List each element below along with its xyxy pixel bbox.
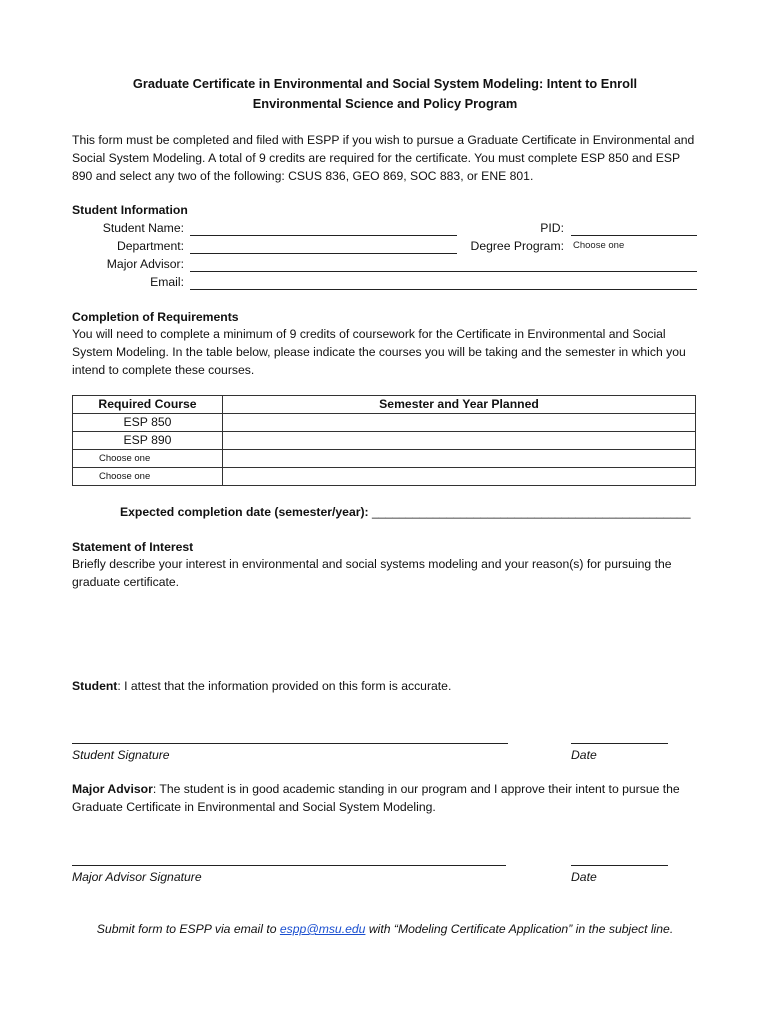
major-advisor-field[interactable] — [192, 256, 696, 271]
department-field[interactable] — [192, 238, 456, 253]
requirements-heading: Completion of Requirements — [72, 310, 239, 324]
semester-cell[interactable] — [223, 432, 696, 450]
semester-cell[interactable] — [223, 468, 696, 486]
course-select[interactable]: Choose one — [73, 468, 223, 486]
course-cell: ESP 850 — [73, 414, 223, 432]
advisor-attest — [72, 780, 702, 816]
student-name-field[interactable] — [192, 220, 456, 235]
advisor-signature-line[interactable] — [72, 865, 506, 866]
course-select[interactable]: Choose one — [73, 450, 223, 468]
intro-paragraph: This form must be completed and filed with ESPP if you wish to pursue a Graduate Certificate in Environmental and Social System Modeling. A total of 9 credits are required for the certificate. You must complete ESP 850 and ESP 890 and select any two of the following: CSUS 836, GEO 869, SOC 883, or ENE 801. — [72, 133, 695, 183]
pid-underline — [571, 235, 697, 236]
table-row — [73, 414, 696, 432]
col-semester-year: Semester and Year Planned — [223, 396, 696, 414]
student-name-label: Student Name: — [102, 221, 184, 235]
email-underline — [190, 289, 697, 290]
degree-program-label: Degree Program: — [470, 239, 564, 253]
col-required-course: Required Course — [73, 396, 223, 414]
pid-field[interactable] — [573, 220, 695, 235]
submit-instructions — [0, 920, 770, 938]
table-row — [73, 468, 696, 486]
student-date-label: Date — [571, 748, 597, 762]
course-cell: ESP 890 — [73, 432, 223, 450]
student-attest — [72, 677, 702, 695]
advisor-role: Major Advisor — [72, 782, 153, 796]
semester-cell[interactable] — [223, 450, 696, 468]
pid-label: PID: — [540, 221, 564, 235]
student-signature-label: Student Signature — [72, 748, 170, 762]
espp-email-link[interactable]: espp@msu.edu — [279, 922, 366, 936]
statement-heading: Statement of Interest — [72, 540, 194, 554]
student-info-heading: Student Information — [72, 203, 188, 217]
statement-text-area[interactable] — [72, 594, 696, 670]
student-role: Student — [72, 679, 118, 693]
advisor-signature-label: Major Advisor Signature — [72, 870, 202, 884]
footer-text-before: Submit form to ESPP via email to — [96, 922, 280, 936]
major-advisor-label: Major Advisor: — [106, 257, 184, 271]
courses-table — [72, 395, 696, 486]
advisor-date-line[interactable] — [571, 865, 668, 866]
statement-paragraph: Briefly describe your interest in environmental and social systems modeling and your reason(s) for pursuing the graduate certificate. — [72, 557, 672, 589]
major-advisor-underline — [190, 271, 697, 272]
expected-completion-label: Expected completion date (semester/year): — [120, 505, 369, 519]
student-name-underline — [190, 235, 457, 236]
table-row — [73, 450, 696, 468]
department-label: Department: — [116, 239, 184, 253]
student-attest-text: : I attest that the information provided on this form is accurate. — [117, 679, 452, 693]
advisor-date-label: Date — [571, 870, 597, 884]
requirements-paragraph: You will need to complete a minimum of 9 credits of coursework for the Certificate in Environmental and Social System Modeling. In the table below, please indicate the courses you will be taking and the semester in which you intend to complete these courses. — [72, 327, 686, 377]
form-title-line2: Environmental Science and Policy Program — [252, 96, 518, 111]
expected-completion-blank[interactable]: _______________________________________________ — [371, 505, 691, 519]
email-label: Email: — [150, 275, 184, 289]
student-date-line[interactable] — [571, 743, 668, 744]
email-field[interactable] — [192, 274, 696, 289]
expected-completion — [120, 503, 691, 521]
advisor-attest-text: : The student is in good academic standing in our program and I approve their intent to pursue the Graduate Certificate in Environmental and Social System Modeling. — [72, 782, 680, 814]
degree-program-select[interactable]: Choose one — [573, 240, 625, 251]
student-signature-line[interactable] — [72, 743, 508, 744]
semester-cell[interactable] — [223, 414, 696, 432]
footer-text-after: with “Modeling Certificate Application” in the subject line. — [365, 922, 674, 936]
table-header-row — [73, 396, 696, 414]
form-title-line1: Graduate Certificate in Environmental and Social System Modeling: Intent to Enroll — [132, 76, 638, 91]
department-underline — [190, 253, 457, 254]
table-row — [73, 432, 696, 450]
